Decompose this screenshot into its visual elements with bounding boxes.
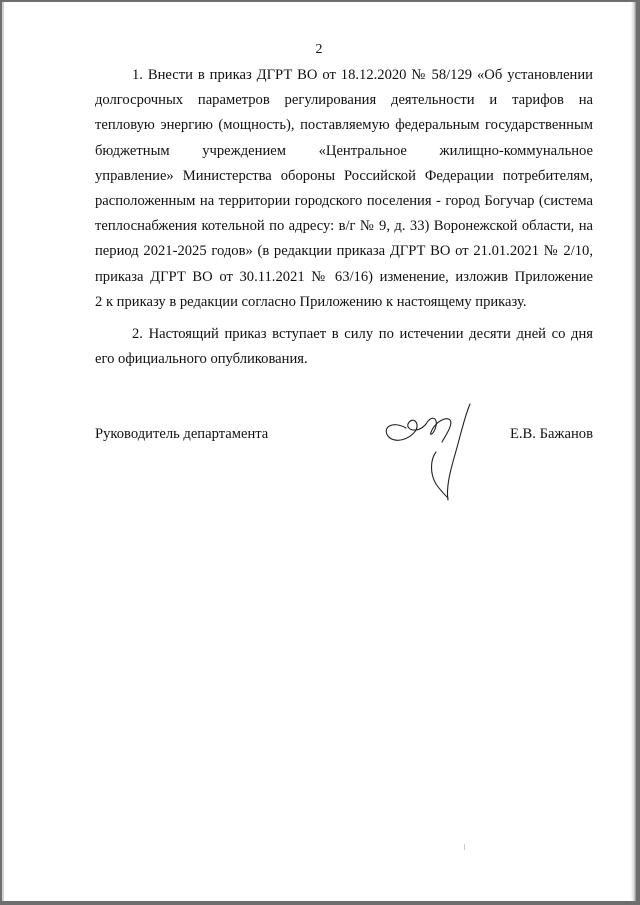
handwritten-signature xyxy=(380,398,490,508)
signature-block xyxy=(95,426,593,456)
document-page xyxy=(2,2,636,901)
paragraph-line: его официального опубликования. xyxy=(95,351,308,368)
paragraph-1 xyxy=(95,63,593,315)
paragraph-line: приказа ДГРТ ВО от 30.11.2021 № 63/16) изменение, изложив Приложение xyxy=(95,268,593,285)
paragraph-line: тепловую энергию (мощность), поставляемую федеральным государственным xyxy=(95,117,593,134)
scan-edge-left xyxy=(2,2,4,901)
signatory-title: Руководитель департамента xyxy=(95,426,269,442)
paragraph-line: 2. Настоящий приказ вступает в силу по истечении десяти дней со дня xyxy=(132,326,593,342)
scan-edge-right xyxy=(631,2,636,901)
paragraph-line: период 2021-2025 годов» (в редакции приказа ДГРТ ВО от 21.01.2021 № 2/10, xyxy=(95,243,593,260)
paragraph-line: расположенным на территории городского поселения - город Богучар (система xyxy=(95,192,593,209)
page-number: 2 xyxy=(315,42,323,57)
paragraph-line: теплоснабжения котельной по адресу: в/г № 9, д. 33) Воронежской области, на xyxy=(95,218,593,235)
paragraph-line: 2 к приказу в редакции согласно Приложению к настоящему приказу. xyxy=(95,293,527,310)
paragraph-line: управление» Министерства обороны Российской Федерации потребителям, xyxy=(95,167,593,184)
signatory-name: Е.В. Бажанов xyxy=(509,426,593,442)
paragraph-line: долгосрочных параметров регулирования деятельности и тарифов на xyxy=(95,92,593,109)
paragraph-line: 1. Внести в приказ ДГРТ ВО от 18.12.2020 № 58/129 «Об установлении xyxy=(132,67,593,83)
scan-speck xyxy=(464,844,465,850)
paragraph-2 xyxy=(95,322,593,372)
paragraph-line: бюджетным учреждением «Центральное жилищно-коммунальное xyxy=(95,142,593,159)
